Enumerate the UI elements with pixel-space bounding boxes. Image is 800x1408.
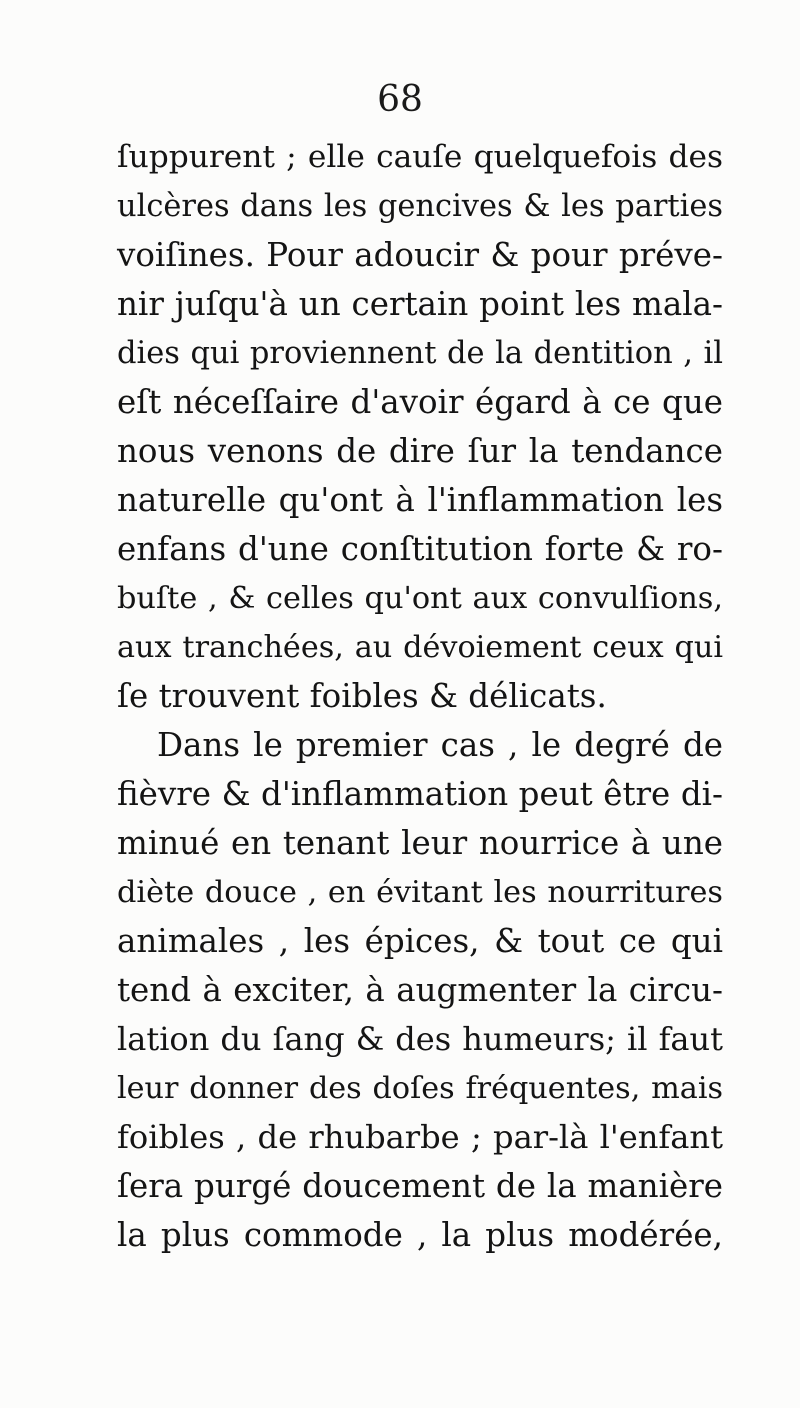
text-line: dies qui proviennent de la dentition , il (117, 336, 723, 371)
text-line: ſe trouvent foibles & délicats. (117, 677, 607, 715)
text-line: fièvre & d'inflammation peut être di- (117, 775, 723, 813)
text-line: lation du ſang & des humeurs; il faut (117, 1020, 723, 1058)
text-line: Dans le premier cas , le degré de (157, 726, 723, 764)
text-line: ſera purgé doucement de la manière (117, 1167, 723, 1205)
text-line: tend à exciter, à augmenter la circu- (117, 971, 723, 1009)
text-line: eſt néceſſaire d'avoir égard à ce que (117, 383, 723, 421)
text-line: ſuppurent ; elle cauſe quelquefois des (117, 139, 723, 175)
text-line: naturelle qu'ont à l'inflammation les (117, 481, 723, 519)
paragraph-2 (117, 721, 723, 1260)
text-line: la plus commode , la plus modérée, (117, 1216, 723, 1254)
text-line: animales , les épices, & tout ce qui (117, 922, 723, 960)
text-line: minué en tenant leur nourrice à une (117, 824, 723, 862)
page-number: 68 (377, 79, 423, 120)
text-line: leur donner des doſes fréquentes, mais (117, 1071, 723, 1106)
text-line: buſte , & celles qu'ont aux convulſions, (117, 581, 723, 616)
text-line: nous venons de dire ſur la tendance (117, 432, 723, 470)
body-text (117, 133, 723, 1260)
text-line: enfans d'une conſtitution forte & ro- (117, 530, 723, 568)
paragraph-1 (117, 133, 723, 721)
text-line: voiſines. Pour adoucir & pour préve- (117, 236, 723, 274)
text-line: ulcères dans les gencives & les parties (117, 189, 723, 224)
text-line: diète douce , en évitant les nourritures (117, 875, 723, 910)
text-line: foibles , de rhubarbe ; par-là l'enfant (117, 1118, 723, 1156)
text-line: nir juſqu'à un certain point les mala- (117, 285, 723, 323)
text-line: aux tranchées, au dévoiement ceux qui (117, 630, 723, 665)
